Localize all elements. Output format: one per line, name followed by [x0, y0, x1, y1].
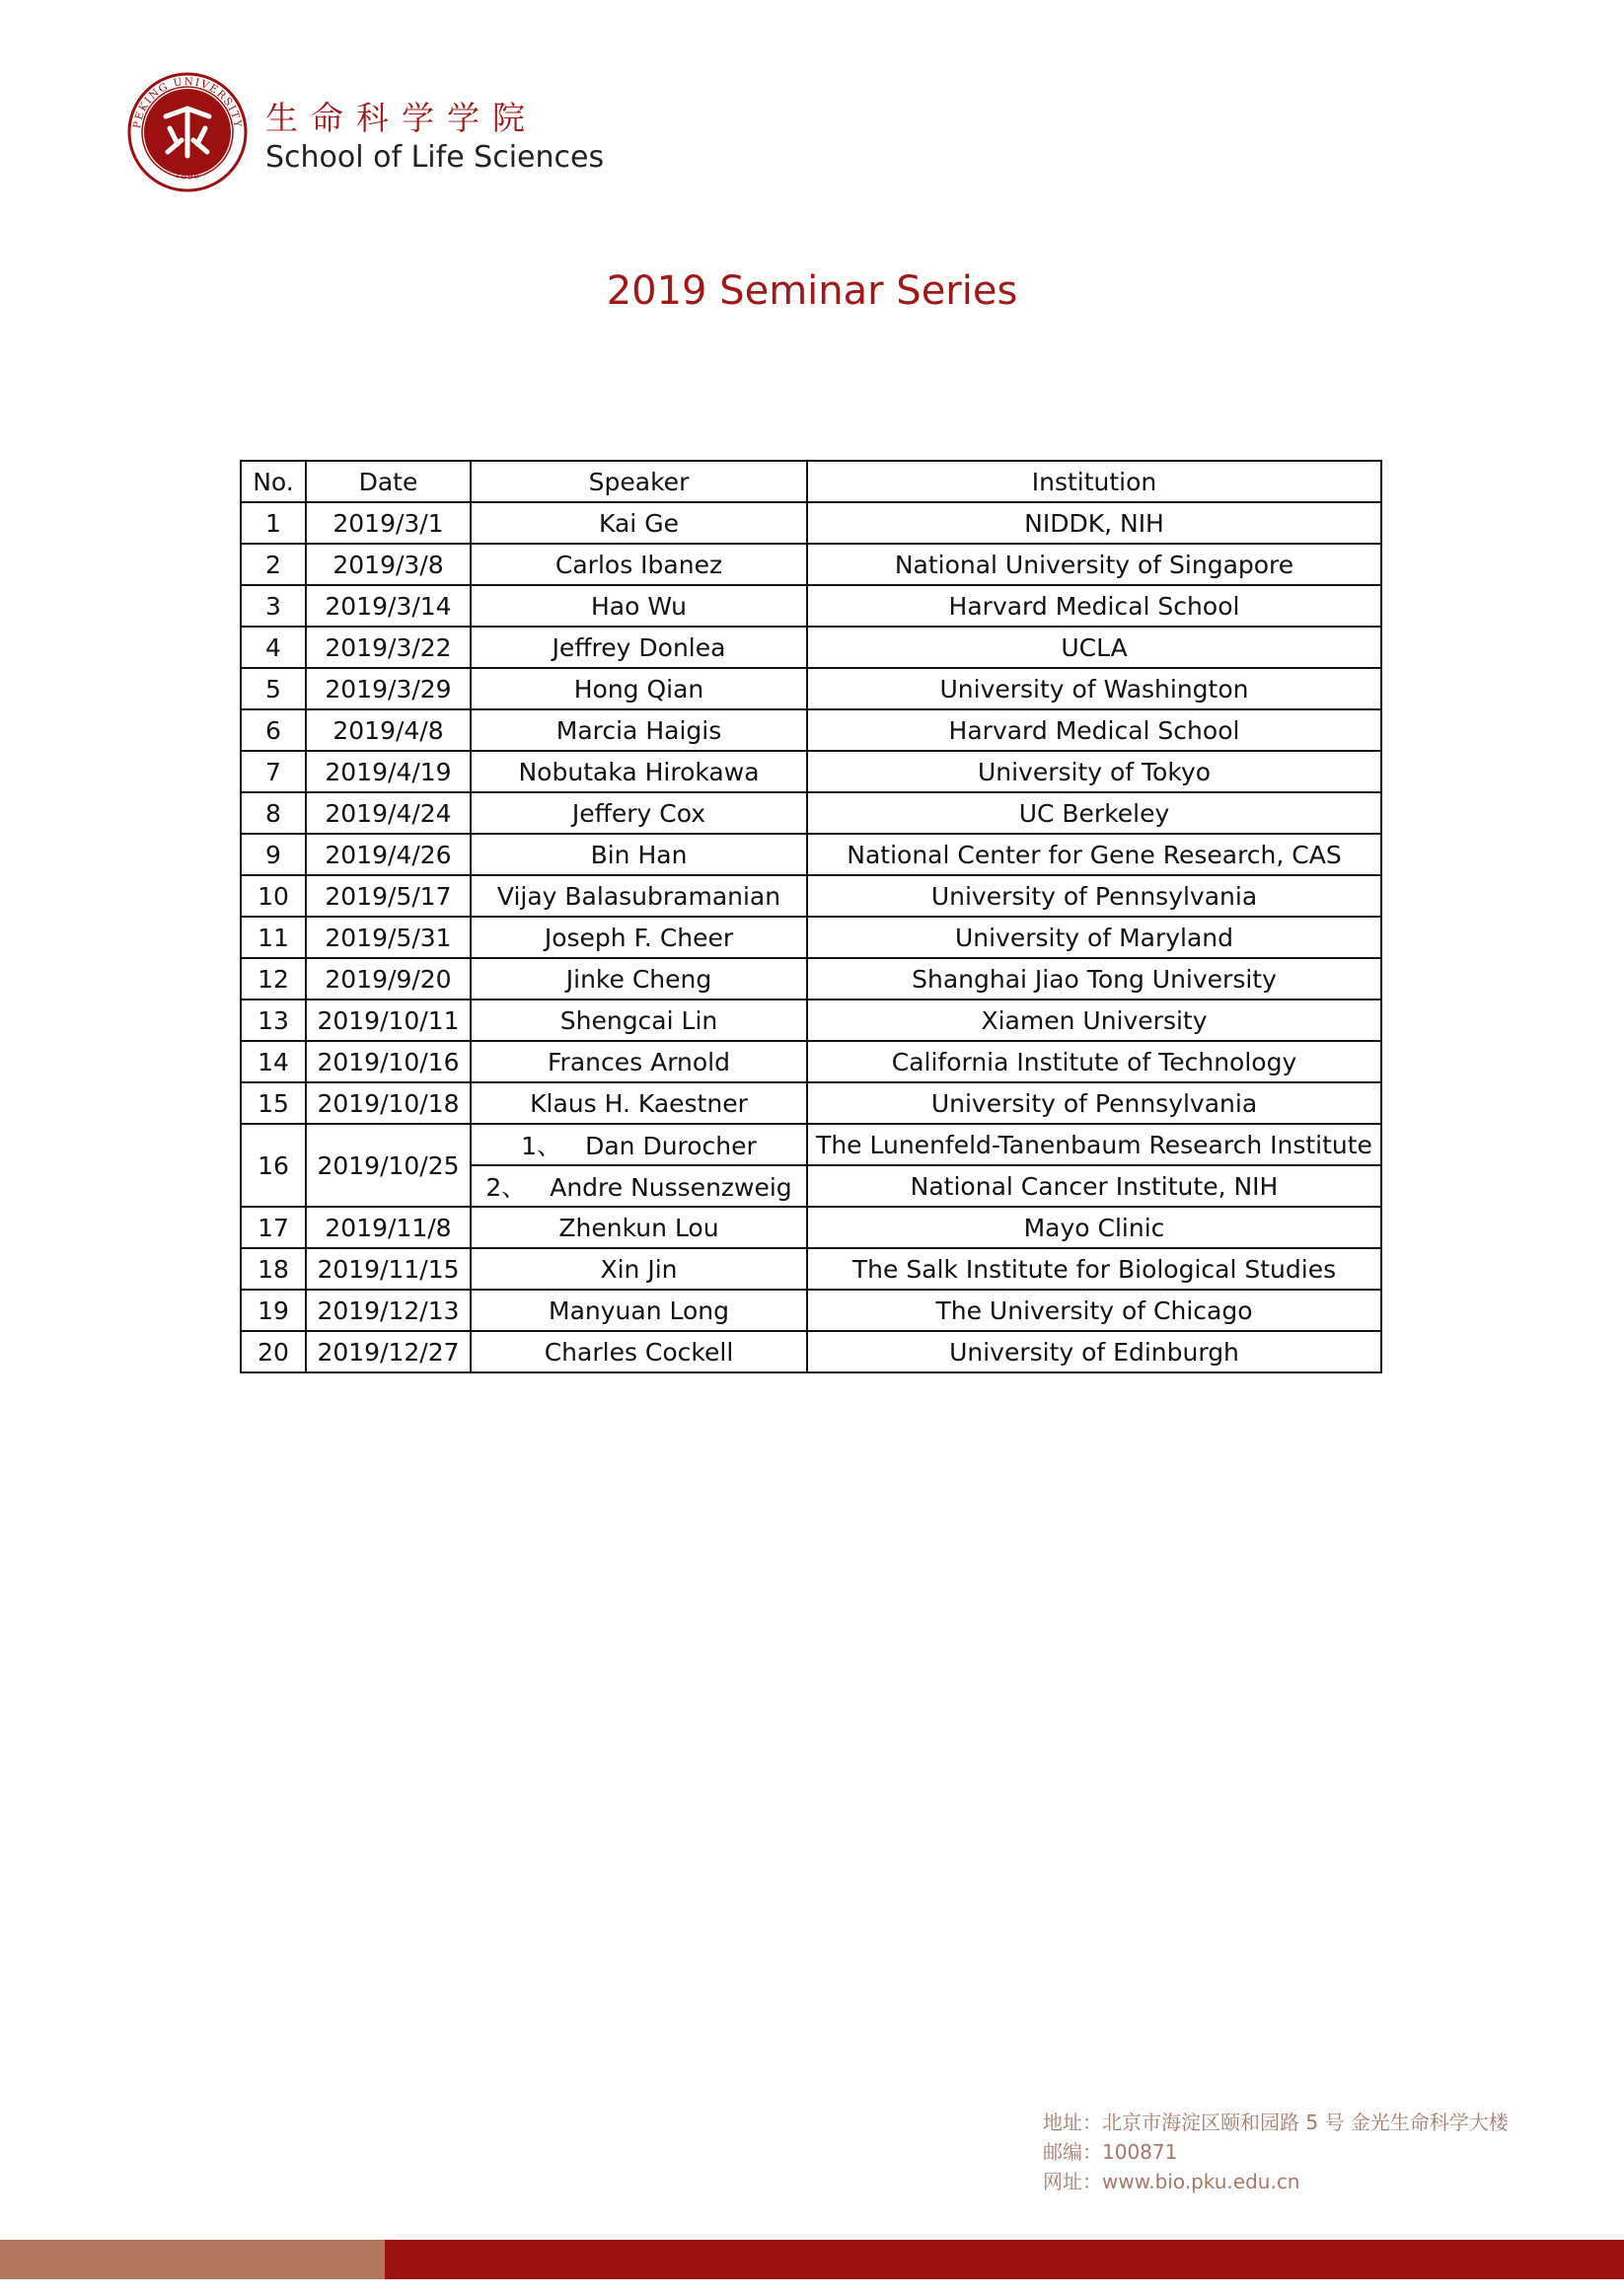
- cell-institution: University of Edinburgh: [807, 1331, 1381, 1372]
- cell-institution: University of Pennsylvania: [807, 875, 1381, 917]
- cell-speaker: Marcia Haigis: [471, 709, 807, 751]
- cell-institution: UC Berkeley: [807, 792, 1381, 834]
- cell-date: 2019/9/20: [306, 958, 471, 1000]
- cell-date: 2019/3/1: [306, 502, 471, 544]
- cell-no: 1: [241, 502, 306, 544]
- cell-date: 2019/12/13: [306, 1290, 471, 1331]
- cell-institution: Xiamen University: [807, 1000, 1381, 1041]
- header-no: No.: [241, 461, 306, 502]
- footer-postcode: 邮编：100871: [1043, 2140, 1178, 2164]
- footer-bar-accent: [0, 2240, 385, 2279]
- speaker-name: Dan Durocher: [585, 1132, 757, 1160]
- header-institution: Institution: [807, 461, 1381, 502]
- footer-address: 地址：北京市海淀区颐和园路 5 号 金光生命科学大楼: [1043, 2111, 1509, 2134]
- cell-speaker: [471, 1124, 807, 1165]
- cell-no: 10: [241, 875, 306, 917]
- cell-speaker: Nobutaka Hirokawa: [471, 751, 807, 792]
- cell-no: 15: [241, 1082, 306, 1124]
- cell-no: 2: [241, 544, 306, 585]
- cell-speaker: Vijay Balasubramanian: [471, 875, 807, 917]
- table-row: [241, 1290, 1381, 1331]
- seal-year: 1898: [174, 170, 201, 183]
- cell-date: 2019/3/22: [306, 627, 471, 668]
- table-row: [241, 751, 1381, 792]
- cell-speaker: Hong Qian: [471, 668, 807, 709]
- table-row: [241, 1331, 1381, 1372]
- table-row: [241, 668, 1381, 709]
- footer-contact: [1043, 2108, 1509, 2196]
- table-row: [241, 875, 1381, 917]
- cell-date: 2019/10/25: [306, 1124, 471, 1207]
- cell-speaker: Klaus H. Kaestner: [471, 1082, 807, 1124]
- table-row: [241, 627, 1381, 668]
- cell-institution: NIDDK, NIH: [807, 502, 1381, 544]
- cell-date: 2019/5/17: [306, 875, 471, 917]
- seminar-table: [240, 460, 1382, 1373]
- table-row: [241, 709, 1381, 751]
- header-date: Date: [306, 461, 471, 502]
- table-row: [241, 1207, 1381, 1248]
- cell-no: 4: [241, 627, 306, 668]
- cell-speaker: Xin Jin: [471, 1248, 807, 1290]
- speaker-enum-marker: 1、: [521, 1132, 562, 1160]
- cell-no: 11: [241, 917, 306, 958]
- cell-speaker: Carlos Ibanez: [471, 544, 807, 585]
- cell-speaker: Charles Cockell: [471, 1331, 807, 1372]
- cell-institution: The University of Chicago: [807, 1290, 1381, 1331]
- cell-institution: Shanghai Jiao Tong University: [807, 958, 1381, 1000]
- cell-speaker: Jinke Cheng: [471, 958, 807, 1000]
- cell-no: 18: [241, 1248, 306, 1290]
- cell-institution: University of Maryland: [807, 917, 1381, 958]
- cell-speaker: Hao Wu: [471, 585, 807, 627]
- cell-speaker: Joseph F. Cheer: [471, 917, 807, 958]
- cell-institution: National Center for Gene Research, CAS: [807, 834, 1381, 875]
- cell-institution: Harvard Medical School: [807, 585, 1381, 627]
- cell-institution: University of Washington: [807, 668, 1381, 709]
- cell-institution: California Institute of Technology: [807, 1041, 1381, 1082]
- table-row: [241, 1124, 1381, 1165]
- cell-no: 14: [241, 1041, 306, 1082]
- cell-speaker: Jeffrey Donlea: [471, 627, 807, 668]
- cell-institution: National Cancer Institute, NIH: [807, 1165, 1381, 1207]
- cell-no: 12: [241, 958, 306, 1000]
- cell-institution: National University of Singapore: [807, 544, 1381, 585]
- cell-institution: University of Tokyo: [807, 751, 1381, 792]
- table-row: [241, 544, 1381, 585]
- cell-no: 5: [241, 668, 306, 709]
- cell-date: 2019/5/31: [306, 917, 471, 958]
- cell-speaker: Zhenkun Lou: [471, 1207, 807, 1248]
- cell-no: 13: [241, 1000, 306, 1041]
- cell-date: 2019/4/8: [306, 709, 471, 751]
- header-speaker: Speaker: [471, 461, 807, 502]
- cell-institution: Harvard Medical School: [807, 709, 1381, 751]
- cell-date: 2019/4/19: [306, 751, 471, 792]
- cell-date: 2019/3/14: [306, 585, 471, 627]
- cell-no: 8: [241, 792, 306, 834]
- cell-date: 2019/12/27: [306, 1331, 471, 1372]
- svg-text:1898: [174, 171, 201, 183]
- school-name-english: School of Life Sciences: [265, 140, 605, 175]
- cell-date: 2019/11/8: [306, 1207, 471, 1248]
- table-row: [241, 834, 1381, 875]
- cell-date: 2019/10/16: [306, 1041, 471, 1082]
- speaker-name: Andre Nussenzweig: [550, 1173, 792, 1202]
- table-row: [241, 1041, 1381, 1082]
- cell-speaker: Shengcai Lin: [471, 1000, 807, 1041]
- peking-university-seal-logo: [126, 71, 249, 193]
- seal-text: PEKING UNIVERSITY: [131, 75, 244, 130]
- cell-no: 3: [241, 585, 306, 627]
- table-row: [241, 502, 1381, 544]
- cell-institution: The Salk Institute for Biological Studies: [807, 1248, 1381, 1290]
- cell-speaker: Bin Han: [471, 834, 807, 875]
- cell-speaker: Frances Arnold: [471, 1041, 807, 1082]
- cell-no: 20: [241, 1331, 306, 1372]
- table-row: [241, 585, 1381, 627]
- cell-date: 2019/10/11: [306, 1000, 471, 1041]
- cell-institution: Mayo Clinic: [807, 1207, 1381, 1248]
- cell-date: 2019/3/8: [306, 544, 471, 585]
- cell-institution: The Lunenfeld-Tanenbaum Research Institute: [807, 1124, 1381, 1165]
- cell-no: 19: [241, 1290, 306, 1331]
- cell-no: 17: [241, 1207, 306, 1248]
- cell-speaker: Kai Ge: [471, 502, 807, 544]
- cell-no: 7: [241, 751, 306, 792]
- cell-no: 9: [241, 834, 306, 875]
- cell-date: 2019/3/29: [306, 668, 471, 709]
- table-row: [241, 1000, 1381, 1041]
- table-row: [241, 958, 1381, 1000]
- cell-date: 2019/10/18: [306, 1082, 471, 1124]
- cell-speaker: Jeffery Cox: [471, 792, 807, 834]
- footer-bar-brand: [385, 2240, 1624, 2279]
- table-row: [241, 1082, 1381, 1124]
- page-title: 2019 Seminar Series: [606, 268, 1018, 314]
- cell-speaker: Manyuan Long: [471, 1290, 807, 1331]
- cell-no: 6: [241, 709, 306, 751]
- table-row: [241, 792, 1381, 834]
- school-name-chinese: 生命科学学院: [265, 99, 538, 137]
- cell-institution: University of Pennsylvania: [807, 1082, 1381, 1124]
- cell-date: 2019/4/24: [306, 792, 471, 834]
- cell-date: 2019/11/15: [306, 1248, 471, 1290]
- cell-no: 16: [241, 1124, 306, 1207]
- cell-speaker: [471, 1165, 807, 1207]
- table-header-row: [241, 461, 1381, 502]
- cell-institution: UCLA: [807, 627, 1381, 668]
- table-row: [241, 1248, 1381, 1290]
- footer-website-link[interactable]: 网址：www.bio.pku.edu.cn: [1043, 2170, 1300, 2193]
- speaker-enum-marker: 2、: [485, 1173, 527, 1202]
- cell-date: 2019/4/26: [306, 834, 471, 875]
- table-row: [241, 917, 1381, 958]
